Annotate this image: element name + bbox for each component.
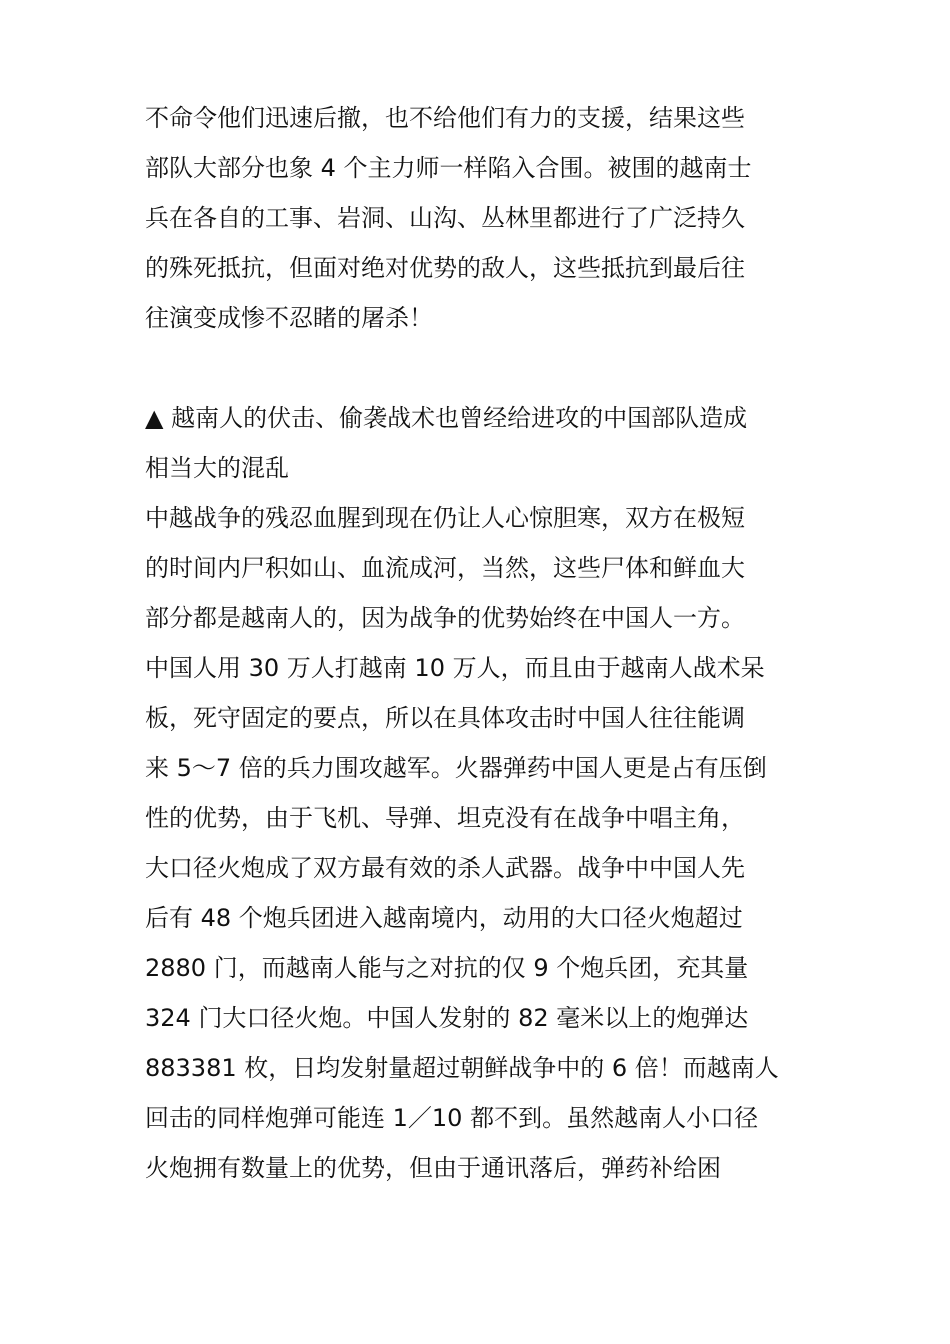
text-line: 部队大部分也象 4 个主力师一样陷入合围。被围的越南士 (145, 154, 752, 182)
text-line: 883381 枚，日均发射量超过朝鲜战争中的 6 倍！而越南人 (145, 1054, 779, 1082)
text-line: 部分都是越南人的，因为战争的优势始终在中国人一方。 (145, 604, 745, 632)
paragraph-siege (145, 93, 800, 343)
text-line: 2880 门，而越南人能与之对抗的仅 9 个炮兵团，充其量 (145, 954, 749, 982)
text-line: 中越战争的残忍血腥到现在仍让人心惊胆寒，双方在极短 (145, 504, 745, 532)
text-line: 火炮拥有数量上的优势，但由于通讯落后，弹药补给困 (145, 1154, 721, 1182)
text-line: 板，死守固定的要点，所以在具体攻击时中国人往往能调 (145, 704, 745, 732)
text-line: 兵在各自的工事、岩洞、山沟、丛林里都进行了广泛持久 (145, 204, 745, 232)
image-caption-line: ▲ 越南人的伏击、偷袭战术也曾经给进攻的中国部队造成 (145, 404, 748, 432)
text-line: 来 5～7 倍的兵力围攻越军。火器弹药中国人更是占有压倒 (145, 754, 767, 782)
text-line: 性的优势，由于飞机、导弹、坦克没有在战争中唱主角， (145, 804, 745, 832)
text-line: 不命令他们迅速后撤，也不给他们有力的支援，结果这些 (145, 104, 745, 132)
text-line: 中国人用 30 万人打越南 10 万人，而且由于越南人战术呆 (145, 654, 765, 682)
text-line: 324 门大口径火炮。中国人发射的 82 毫米以上的炮弹达 (145, 1004, 749, 1032)
image-caption-line: 相当大的混乱 (145, 454, 289, 482)
paragraph-caption-and-body (145, 393, 800, 1193)
text-line: 后有 48 个炮兵团进入越南境内，动用的大口径火炮超过 (145, 904, 743, 932)
text-line: 的时间内尸积如山、血流成河，当然，这些尸体和鲜血大 (145, 554, 745, 582)
text-line: 的殊死抵抗，但面对绝对优势的敌人，这些抵抗到最后往 (145, 254, 745, 282)
text-line: 往演变成惨不忍睹的屠杀！ (145, 304, 433, 332)
text-line: 回击的同样炮弹可能连 1／10 都不到。虽然越南人小口径 (145, 1104, 759, 1132)
text-line: 大口径火炮成了双方最有效的杀人武器。战争中中国人先 (145, 854, 745, 882)
